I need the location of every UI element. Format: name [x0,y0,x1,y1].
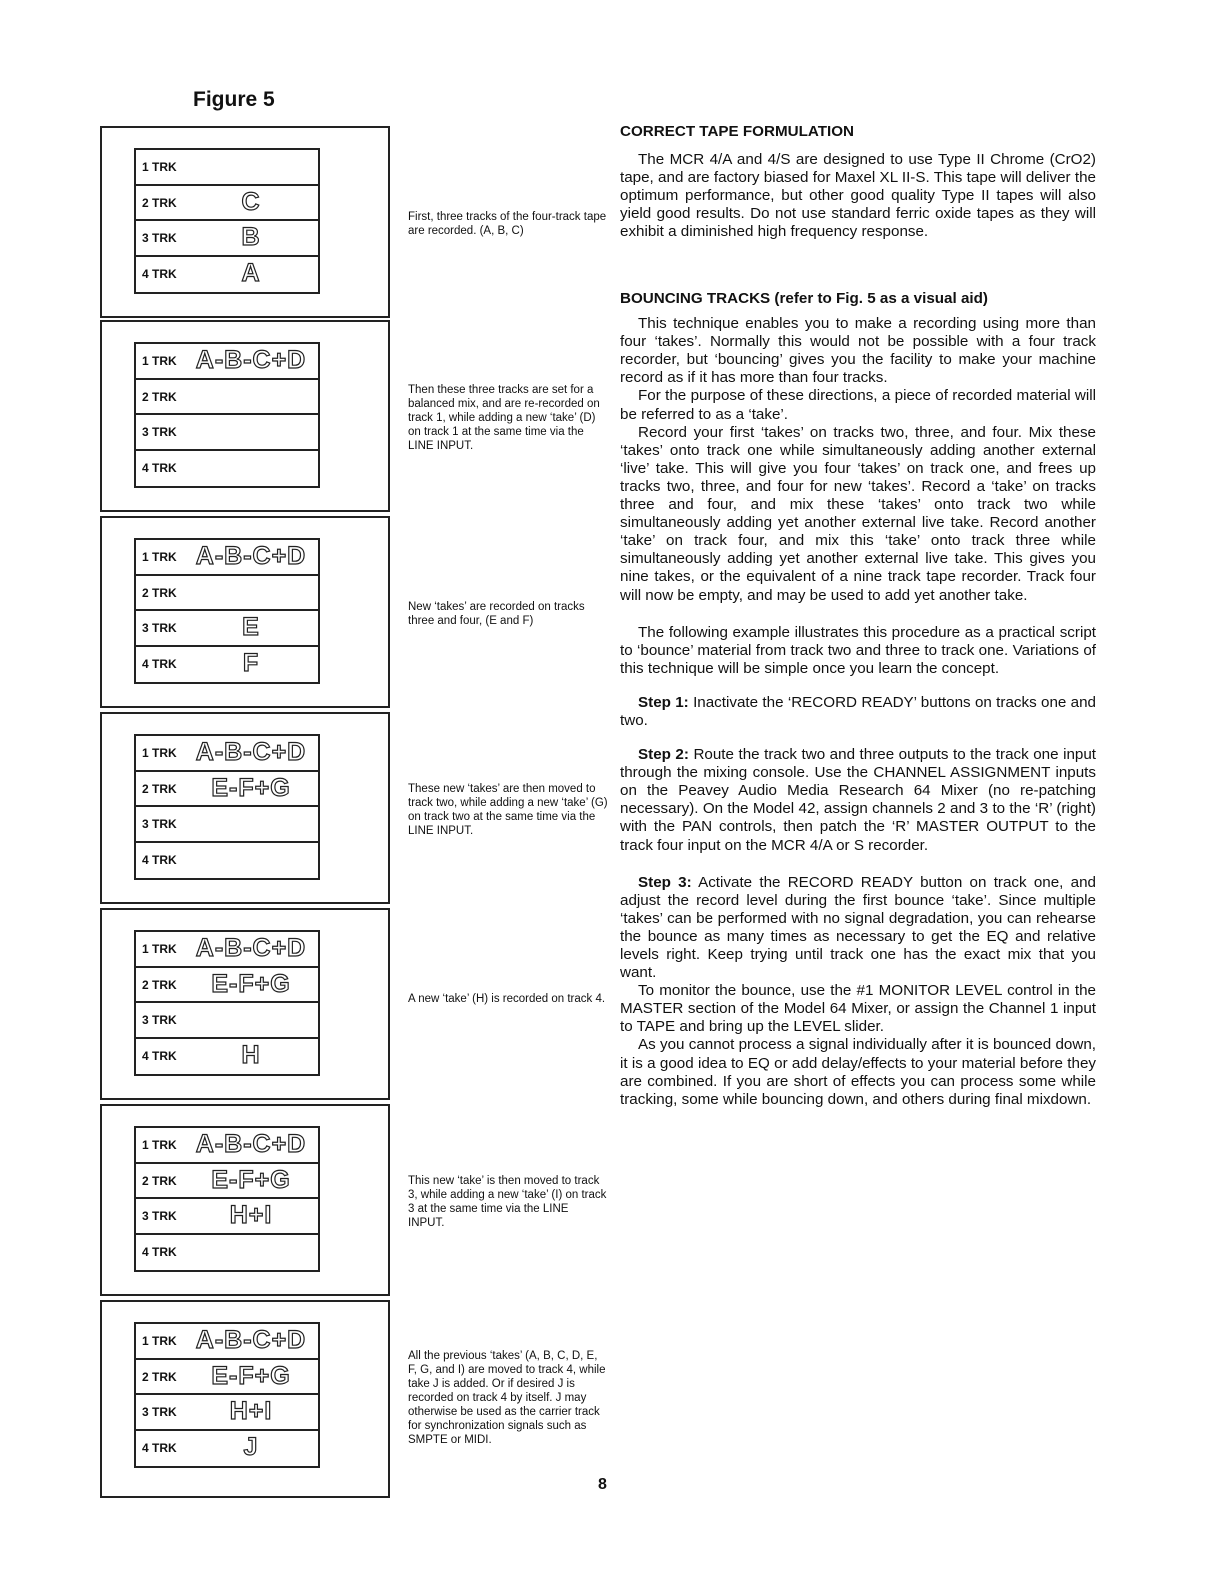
paragraph: As you cannot process a signal individually after it is bounced down, it is a good idea to EQ or add delay/effects to your material before they are combined. If you are short of effects you can process some while tracking, some while bouncing down, and others during final mixdown. [620,1036,1096,1108]
track-take: H+I [229,1201,273,1229]
track-row [136,1360,318,1396]
track-take: E-F+G [211,1361,291,1390]
track-take: A-B-C+D [195,542,307,570]
track-row [136,1164,318,1200]
step-text: Route the track two and three outputs to the track one input through the mixing console. Use the CHANNEL ASSIGNMENT inputs on the Peavey Audio Media Research 64 Mixer (no re-patching necessary). On the Model 42, assign channels 2 and 3 to the ‘R’ (right) with the PAN controls, then patch the ‘R’ MASTER OUTPUT to the track four input on the MCR 4/A or S recorder. [620,746,1097,854]
panel-caption: Then these three tracks are set for a balanced mix, and are re-recorded on track 1, while adding a new ‘take’ (D) on track 1 at the same time via the LINE INPUT. [408,384,600,452]
panel-caption: These new ‘takes’ are then moved to track two, while adding a new ‘take’ (G) on track two at the same time via the LINE INPUT. [408,783,608,837]
track-table [134,1126,320,1272]
track-take: H+I [229,1397,273,1425]
track-label: 2 TRK [142,1173,177,1188]
paragraph: For the purpose of these directions, a piece of recorded material will be referred to as a ‘take’. [620,387,1096,423]
track-row [136,415,318,451]
figure-title: Figure 5 [193,88,275,111]
track-label: 1 TRK [142,550,177,564]
track-label: 4 TRK [142,1048,177,1063]
track-label: 4 TRK [142,1440,177,1455]
track-take: A-B-C+D [195,738,307,766]
track-label: 2 TRK [142,389,177,404]
track-take: A-B-C+D [195,1326,307,1354]
track-row [136,451,318,487]
track-label: 4 TRK [142,656,177,671]
section-tape-formulation [620,123,1096,242]
track-row [136,576,318,612]
figure-panel [100,1300,606,1498]
track-label: 2 TRK [142,585,177,600]
track-label: 4 TRK [142,1244,177,1259]
track-table [134,538,320,684]
track-row [136,150,318,186]
panel-caption: All the previous ‘takes’ (A, B, C, D, E, F, G, and I) are moved to track 4, while take J is added. Or if desired J is recorded on track 4 by itself. J may otherwise be used as the carrier track for synchronization signals such as SMPTE or MIDI. [408,1350,606,1446]
track-row [136,540,318,576]
track-row [136,1235,318,1271]
panel-caption: First, three tracks of the four-track tape are recorded. (A, B, C) [408,211,607,237]
track-label: 2 TRK [142,195,177,210]
track-label: 1 TRK [142,160,177,174]
track-label: 3 TRK [142,1405,177,1419]
track-take: E [242,613,260,641]
paragraph: This technique enables you to make a recording using more than four ‘takes’. Normally this would not be possible with a four track recorder, but ‘bouncing’ gives you the facility to make your machine record as if it has more than four tracks. [620,315,1096,387]
track-row [136,1039,318,1075]
track-label: 1 TRK [142,746,177,760]
track-take: H [241,1040,261,1069]
paragraph: The following example illustrates this procedure as a practical script to ‘bounce’ material from track two and three to track one. Variations of this technique will be simple once you learn the concept. [620,623,1096,677]
track-label: 1 TRK [142,354,177,368]
track-row [136,380,318,416]
step-text: Activate the RECORD READY button on track one, and adjust the record level during the first bounce ‘take’. Since multiple ‘takes’ can be performed with no signal degradation, you can rehearse the bounce as many times as necessary to get the EQ and relative levels right. Keep trying until track one has the exact mix that you want. [620,873,1096,982]
step-2 [620,746,1096,855]
section-heading: BOUNCING TRACKS (refer to Fig. 5 as a visual aid) [620,290,988,307]
figure-panel [100,516,585,708]
track-label: 2 TRK [142,781,177,796]
panel-caption: This new ‘take’ is then moved to track 3, while adding a new ‘take’ (I) on track 3 at the same time via the LINE INPUT. [408,1175,607,1229]
step-label: Step 3: [638,873,692,891]
track-row [136,932,318,968]
track-take: E-F+G [211,969,291,998]
track-row [136,344,318,380]
track-table [134,930,320,1076]
figure-panel [100,1104,607,1296]
track-row [136,647,318,683]
track-row [136,1003,318,1039]
track-row [136,736,318,772]
track-take: B [241,223,261,251]
track-table [134,342,320,488]
section-bouncing-tracks [620,290,1096,1109]
track-take: C [241,187,261,216]
track-take: A-B-C+D [195,934,307,962]
track-label: 1 TRK [142,1138,177,1152]
step-3 [620,874,1096,983]
track-table [134,1322,320,1468]
track-take: A [241,258,261,287]
paragraph: The MCR 4/A and 4/S are designed to use Type II Chrome (CrO2) tape, and are factory biased for Maxel XL II-S. This tape will deliver the optimum performance, but other good quality Type II tapes will also yield good results. Do not use standard ferric oxide tapes as they will exhibit a diminished high frequency response. [620,151,1096,241]
track-take: E-F+G [211,1165,291,1194]
paragraph: To monitor the bounce, use the #1 MONITOR LEVEL control in the MASTER section of the Model 64 Mixer, or assign the Channel 1 input to TAPE and bring up the LEVEL slider. [620,982,1096,1036]
track-label: 3 TRK [142,817,177,831]
track-row [136,611,318,647]
track-label: 3 TRK [142,1209,177,1223]
panel-caption: New ‘takes’ are recorded on tracks three and four, (E and F) [408,601,585,627]
track-row [136,772,318,808]
track-row [136,807,318,843]
track-label: 4 TRK [142,460,177,475]
step-label: Step 1: [638,693,689,711]
track-table [134,734,320,880]
step-1 [620,694,1096,730]
page-number: 8 [598,1476,607,1493]
track-take: J [243,1432,259,1461]
track-take: F [242,648,260,677]
track-label: 2 TRK [142,977,177,992]
track-row [136,1431,318,1467]
track-take: A-B-C+D [195,346,307,374]
track-row [136,221,318,257]
track-row [136,186,318,222]
step-text: Inactivate the ‘RECORD READY’ buttons on tracks one and two. [620,693,1096,729]
track-label: 3 TRK [142,1013,177,1027]
track-label: 3 TRK [142,231,177,245]
step-label: Step 2: [638,746,689,764]
track-label: 1 TRK [142,942,177,956]
section-heading: CORRECT TAPE FORMULATION [620,123,854,140]
track-row [136,257,318,293]
track-label: 4 TRK [142,852,177,867]
track-label: 4 TRK [142,266,177,281]
track-take: E-F+G [211,773,291,802]
figure-panel [100,908,606,1100]
paragraph: Record your first ‘takes’ on tracks two, three, and four. Mix these ‘takes’ onto track one while simultaneously adding another external ‘live’ take. This will give you four ‘takes’ on track one, and frees up tracks two, three, and four for new ‘takes’. Record a ‘take’ on tracks three and four, and mix these ‘takes’ onto track two while simultaneously adding yet another external live take. Record another ‘take’ on track four, and mix this ‘take’ onto track three while simultaneously adding yet another external live take. This gives you nine takes, or the equivalent of a nine track tape recorder. Track four will now be empty, and may be used to add yet another take. [620,423,1096,604]
track-table [134,148,320,294]
track-label: 1 TRK [142,1334,177,1348]
track-label: 3 TRK [142,425,177,439]
track-label: 2 TRK [142,1369,177,1384]
figure-panel [100,320,600,512]
track-row [136,1199,318,1235]
track-row [136,1395,318,1431]
track-row [136,968,318,1004]
track-row [136,1128,318,1164]
figure-panel [100,126,607,318]
track-label: 3 TRK [142,621,177,635]
track-row [136,843,318,879]
track-row [136,1324,318,1360]
panel-caption: A new ‘take’ (H) is recorded on track 4. [408,993,606,1005]
track-take: A-B-C+D [195,1130,307,1158]
figure-panel [100,712,608,904]
